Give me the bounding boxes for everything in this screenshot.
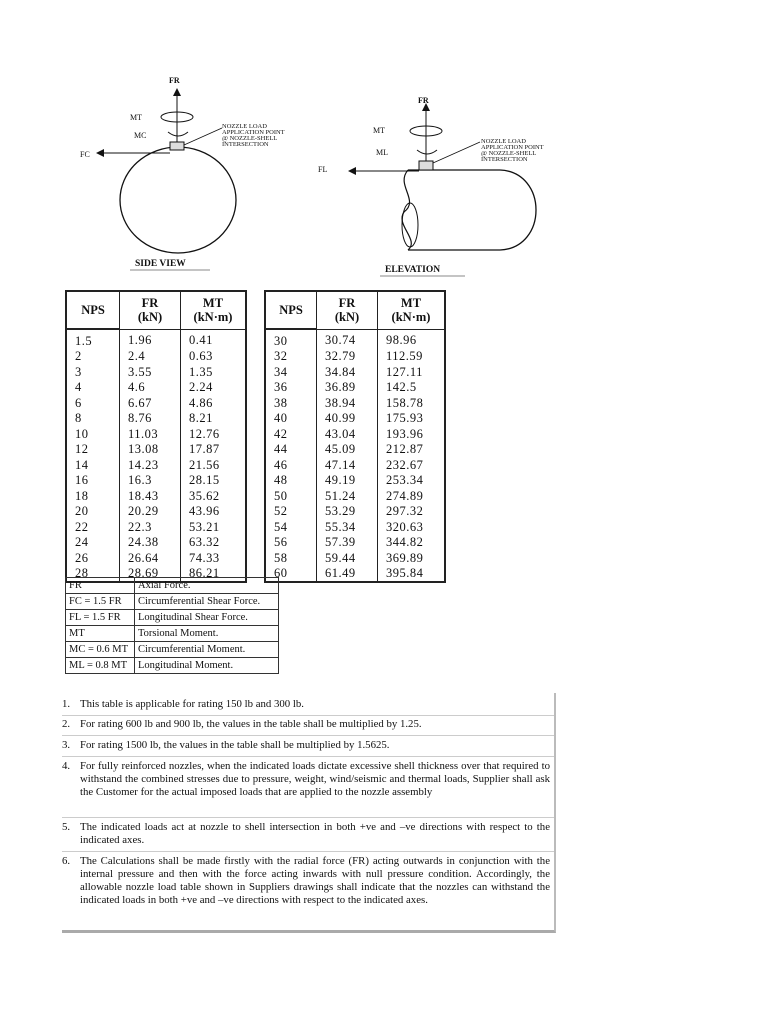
divider [62, 817, 554, 818]
divider [62, 851, 554, 852]
nps-cell: 12 [66, 442, 120, 458]
nps-cell: 6 [66, 395, 120, 411]
table-row [66, 426, 246, 442]
load-table-right [264, 290, 446, 583]
mt-cell: 35.62 [181, 488, 247, 504]
legend-row [66, 642, 279, 658]
table-row [66, 550, 246, 566]
mt-cell: 0.63 [181, 349, 247, 365]
note-text: The Calculations shall be made firstly with the radial force (FR) acting outwards in conjunction with the internal pressure and then with the force acting inwards with null pressure condition. Accordingly, the allowable nozzle load table shown in Suppliers drawings shall indicate that the nozzles can withstand the indicated loads in both +ve and –ve directions with respect to the indicated axes. [80, 855, 550, 906]
nps-cell: 36 [265, 380, 317, 396]
nozzle [170, 142, 184, 150]
fr-label: FR [169, 76, 180, 85]
mt-cell: 74.33 [181, 550, 247, 566]
callout-line-1: NOZZLE LOAD [222, 123, 267, 130]
mt-cell: 63.32 [181, 535, 247, 551]
mt-cell: 98.96 [378, 329, 446, 349]
shell-end-section [402, 203, 418, 247]
callout-line-4: INTERSECTION [481, 156, 528, 163]
legend-description: Circumferential Moment. [135, 642, 279, 658]
notes-box [62, 693, 556, 933]
table-row [66, 395, 246, 411]
mt-cell: 253.34 [378, 473, 446, 489]
nozzle [419, 161, 433, 170]
table-row [66, 519, 246, 535]
fr-cell: 49.19 [317, 473, 378, 489]
legend-row [66, 626, 279, 642]
table-row [66, 411, 246, 427]
nps-cell: 8 [66, 411, 120, 427]
table-row [265, 329, 445, 349]
mt-cell: 0.41 [181, 329, 247, 349]
legend-description: Longitudinal Shear Force. [135, 610, 279, 626]
table-row [265, 395, 445, 411]
table-body [66, 329, 246, 582]
nps-cell: 20 [66, 504, 120, 520]
mt-cell: 344.82 [378, 535, 446, 551]
note-text: For rating 1500 lb, the values in the table shall be multiplied by 1.5625. [80, 739, 390, 751]
nps-cell: 24 [66, 535, 120, 551]
mt-cell: 53.21 [181, 519, 247, 535]
fr-cell: 36.89 [317, 380, 378, 396]
mt-cell: 193.96 [378, 426, 446, 442]
legend-row [66, 594, 279, 610]
fr-cell: 30.74 [317, 329, 378, 349]
legend-symbol: FC = 1.5 FR [66, 594, 135, 610]
nps-cell: 32 [265, 349, 317, 365]
nps-cell: 22 [66, 519, 120, 535]
table-header-row [66, 291, 246, 329]
table-row [66, 329, 246, 349]
table-row [66, 442, 246, 458]
callout-line-3: @ NOZZLE-SHELL [222, 135, 278, 142]
legend-symbol: FR [66, 578, 135, 594]
table-row [265, 473, 445, 489]
mt-header: MT (kN·m) [378, 291, 446, 329]
mt-cell: 4.86 [181, 395, 247, 411]
mt-cell: 43.96 [181, 504, 247, 520]
table-body [265, 329, 445, 582]
legend-table [65, 577, 279, 674]
legend-symbol: ML = 0.8 MT [66, 658, 135, 674]
mt-cell: 17.87 [181, 442, 247, 458]
table-row [66, 457, 246, 473]
vessel-sphere [120, 147, 236, 253]
nps-cell: 52 [265, 504, 317, 520]
mt-cell: 297.32 [378, 504, 446, 520]
fr-cell: 4.6 [120, 380, 181, 396]
mt-cell: 112.59 [378, 349, 446, 365]
callout-line-4: INTERSECTION [222, 141, 269, 148]
table-row [265, 364, 445, 380]
legend-description: Longitudinal Moment. [135, 658, 279, 674]
fr-cell: 59.44 [317, 550, 378, 566]
legend-row [66, 658, 279, 674]
nps-cell: 46 [265, 457, 317, 473]
mt-cell: 395.84 [378, 566, 446, 583]
mt-cell: 12.76 [181, 426, 247, 442]
fr-cell: 8.76 [120, 411, 181, 427]
table-row [265, 426, 445, 442]
nps-cell: 10 [66, 426, 120, 442]
table-row [66, 535, 246, 551]
nps-cell: 14 [66, 457, 120, 473]
fr-cell: 6.67 [120, 395, 181, 411]
callout-line-1: NOZZLE LOAD [481, 138, 526, 145]
mt-cell: 21.56 [181, 457, 247, 473]
callout-line-2: APPLICATION POINT [222, 129, 285, 136]
ml-moment-arc [417, 150, 437, 154]
note-text: For fully reinforced nozzles, when the indicated loads dictate excessive shell thickness over that required to withstand the combined stresses due to pressure, weight, wind/seismic and thermal loads, Supplier shall ask the Customer for the actual imposed loads that are applied to the nozzle assembly [80, 760, 550, 798]
table-row [265, 349, 445, 365]
fr-header: FR (kN) [120, 291, 181, 329]
note-text: For rating 600 lb and 900 lb, the values in the table shall be multiplied by 1.25. [80, 718, 422, 730]
side-view-diagram [70, 70, 320, 275]
callout-leader [184, 128, 222, 145]
mt-cell: 158.78 [378, 395, 446, 411]
table-row [66, 349, 246, 365]
fr-cell: 11.03 [120, 426, 181, 442]
callout-line-2: APPLICATION POINT [481, 144, 544, 151]
legend-symbol: MC = 0.6 MT [66, 642, 135, 658]
fr-cell: 47.14 [317, 457, 378, 473]
fr-cell: 34.84 [317, 364, 378, 380]
nps-cell: 58 [265, 550, 317, 566]
table-row [66, 380, 246, 396]
nps-cell: 30 [265, 329, 317, 349]
table-row [265, 488, 445, 504]
table-row [265, 504, 445, 520]
fr-cell: 40.99 [317, 411, 378, 427]
legend-description: Circumferential Shear Force. [135, 594, 279, 610]
nps-cell: 50 [265, 488, 317, 504]
nps-cell: 3 [66, 364, 120, 380]
nps-cell: 34 [265, 364, 317, 380]
mt-cell: 369.89 [378, 550, 446, 566]
fr-cell: 55.34 [317, 519, 378, 535]
ml-label: ML [376, 148, 388, 157]
note-text: This table is applicable for rating 150 lb and 300 lb. [80, 698, 304, 710]
note-number: 2. [62, 718, 71, 730]
mt-cell: 142.5 [378, 380, 446, 396]
nps-cell: 16 [66, 473, 120, 489]
mt-header: MT (kN·m) [181, 291, 247, 329]
table-row [66, 473, 246, 489]
legend-description: Axial Force. [135, 578, 279, 594]
note-item [62, 760, 550, 816]
divider [62, 756, 554, 757]
note-number: 6. [62, 855, 71, 867]
mc-moment-arc [168, 132, 188, 136]
note-number: 3. [62, 739, 71, 751]
table-row [265, 519, 445, 535]
elevation-caption: ELEVATION [385, 265, 441, 275]
mt-cell: 232.67 [378, 457, 446, 473]
fr-cell: 18.43 [120, 488, 181, 504]
mt-cell: 86.21 [181, 566, 247, 583]
table-row [66, 488, 246, 504]
nps-cell: 4 [66, 380, 120, 396]
nps-cell: 54 [265, 519, 317, 535]
fr-cell: 38.94 [317, 395, 378, 411]
callout-leader [433, 142, 480, 163]
fr-cell: 28.69 [120, 566, 181, 583]
fr-cell: 22.3 [120, 519, 181, 535]
mt-cell: 175.93 [378, 411, 446, 427]
callout-line-3: @ NOZZLE-SHELL [481, 150, 537, 157]
divider [62, 735, 554, 736]
mt-label: MT [373, 126, 385, 135]
table-row [265, 457, 445, 473]
table-row [265, 380, 445, 396]
mt-cell: 274.89 [378, 488, 446, 504]
fr-cell: 32.79 [317, 349, 378, 365]
fl-label: FL [318, 165, 328, 174]
fr-cell: 57.39 [317, 535, 378, 551]
mt-label: MT [130, 113, 142, 122]
legend-row [66, 610, 279, 626]
side-view-caption: SIDE VIEW [135, 259, 186, 269]
nps-cell: 48 [265, 473, 317, 489]
note-item [62, 855, 550, 925]
note-item [62, 821, 550, 849]
nps-header: NPS [66, 291, 120, 329]
nps-cell: 1.5 [66, 329, 120, 349]
fr-cell: 2.4 [120, 349, 181, 365]
fr-cell: 14.23 [120, 457, 181, 473]
fc-label: FC [80, 150, 90, 159]
divider [62, 715, 554, 716]
nps-cell: 26 [66, 550, 120, 566]
nps-cell: 2 [66, 349, 120, 365]
nps-header: NPS [265, 291, 317, 329]
mt-cell: 8.21 [181, 411, 247, 427]
table-row [265, 442, 445, 458]
fr-cell: 24.38 [120, 535, 181, 551]
mt-cell: 28.15 [181, 473, 247, 489]
fr-cell: 3.55 [120, 364, 181, 380]
nps-cell: 18 [66, 488, 120, 504]
table-row [265, 535, 445, 551]
fr-cell: 1.96 [120, 329, 181, 349]
nps-cell: 38 [265, 395, 317, 411]
note-item [62, 698, 550, 713]
table-row [66, 364, 246, 380]
fr-cell: 20.29 [120, 504, 181, 520]
nps-cell: 42 [265, 426, 317, 442]
mt-cell: 320.63 [378, 519, 446, 535]
fr-cell: 16.3 [120, 473, 181, 489]
note-number: 4. [62, 760, 71, 772]
elevation-diagram [310, 85, 595, 280]
fr-cell: 43.04 [317, 426, 378, 442]
note-item [62, 739, 550, 754]
load-table-left [65, 290, 247, 583]
table-row [265, 411, 445, 427]
nps-cell: 56 [265, 535, 317, 551]
legend-description: Torsional Moment. [135, 626, 279, 642]
table-row [66, 504, 246, 520]
mt-cell: 127.11 [378, 364, 446, 380]
mt-cell: 1.35 [181, 364, 247, 380]
fr-cell: 26.64 [120, 550, 181, 566]
nps-cell: 44 [265, 442, 317, 458]
table-row [265, 550, 445, 566]
note-item [62, 718, 550, 733]
nps-cell: 60 [265, 566, 317, 583]
legend-symbol: MT [66, 626, 135, 642]
note-text: The indicated loads act at nozzle to shell intersection in both +ve and –ve directions with respect to the indicated axes. [80, 821, 550, 846]
table-header-row [265, 291, 445, 329]
legend-symbol: FL = 1.5 FR [66, 610, 135, 626]
nps-cell: 40 [265, 411, 317, 427]
mt-cell: 2.24 [181, 380, 247, 396]
mt-cell: 212.87 [378, 442, 446, 458]
note-number: 5. [62, 821, 71, 833]
fr-header: FR (kN) [317, 291, 378, 329]
fr-cell: 61.49 [317, 566, 378, 583]
legend-row [66, 578, 279, 594]
fr-cell: 13.08 [120, 442, 181, 458]
nps-cell: 28 [66, 566, 120, 583]
fr-label: FR [418, 96, 429, 105]
note-number: 1. [62, 698, 71, 710]
table-row [265, 566, 445, 583]
fr-cell: 45.09 [317, 442, 378, 458]
head-right [500, 170, 536, 250]
fr-cell: 53.29 [317, 504, 378, 520]
mc-label: MC [134, 131, 147, 140]
fr-cell: 51.24 [317, 488, 378, 504]
